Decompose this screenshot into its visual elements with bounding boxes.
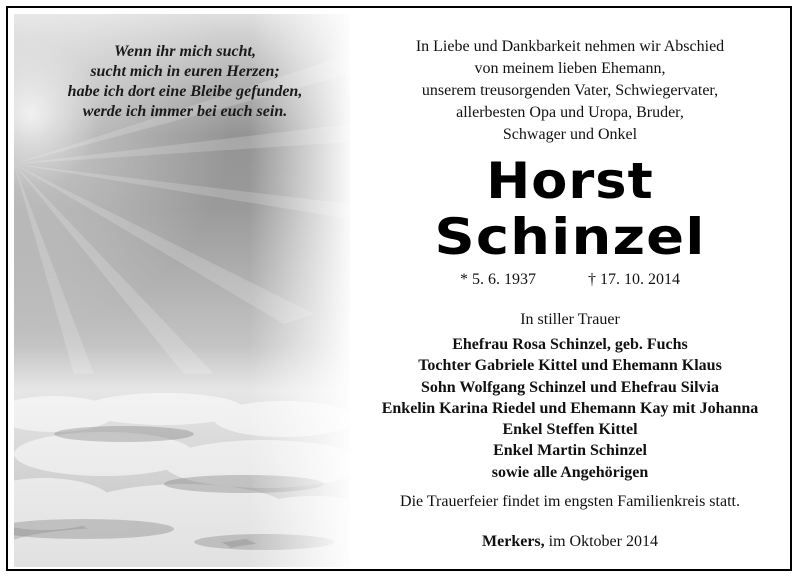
deceased-first-name: Horst <box>486 152 654 210</box>
intro-line: allerbesten Opa und Uropa, Bruder, <box>456 104 684 121</box>
mourner-line: Sohn Wolfgang Schinzel und Ehefrau Silvia <box>420 378 719 396</box>
intro-line: unserem treusorgenden Vater, Schwiegervater, <box>421 82 719 99</box>
intro-text <box>350 36 790 146</box>
mourner-line: Ehefrau Rosa Schinzel, geb. Fuchs <box>452 336 688 353</box>
obituary-frame <box>6 6 792 571</box>
intro-line: Schwager und Onkel <box>502 126 638 143</box>
obituary-text <box>350 8 790 569</box>
poem-line: werde ich immer bei euch sein. <box>82 103 288 120</box>
intro-line: von meinem lieben Ehemann, <box>474 60 666 77</box>
mourners-list <box>350 334 790 483</box>
mourner-line: Tochter Gabriele Kittel und Ehemann Klaus <box>418 357 722 375</box>
place-town: Merkers, <box>482 533 545 550</box>
place-date <box>350 532 790 552</box>
poem-line: Wenn ihr mich sucht, <box>114 43 256 60</box>
life-dates <box>350 270 790 290</box>
poem-line: habe ich dort eine Bleibe gefunden, <box>67 83 303 100</box>
poem-quote <box>22 42 348 122</box>
ceremony-note: Die Trauerfeier findet im engsten Familienkreis statt. <box>400 493 740 510</box>
place-month: im Oktober 2014 <box>544 533 658 550</box>
deceased-last-name: Schinzel <box>434 208 706 266</box>
mourner-line: Enkel Martin Schinzel <box>493 442 647 460</box>
mourning-label: In stiller Trauer <box>520 311 620 328</box>
poem-line: sucht mich in euren Herzen; <box>90 63 280 80</box>
intro-line: In Liebe und Dankbarkeit nehmen wir Abschied <box>415 38 725 55</box>
clouds-sun-image <box>14 14 350 567</box>
mourner-line: Enkel Steffen Kittel <box>502 421 638 439</box>
mourner-line: Enkelin Karina Riedel und Ehemann Kay mit Johanna <box>381 399 759 417</box>
birth-date: * 5. 6. 1937 <box>460 271 536 288</box>
death-date: † 17. 10. 2014 <box>588 271 680 288</box>
mourner-line: sowie alle Angehörigen <box>491 463 649 481</box>
